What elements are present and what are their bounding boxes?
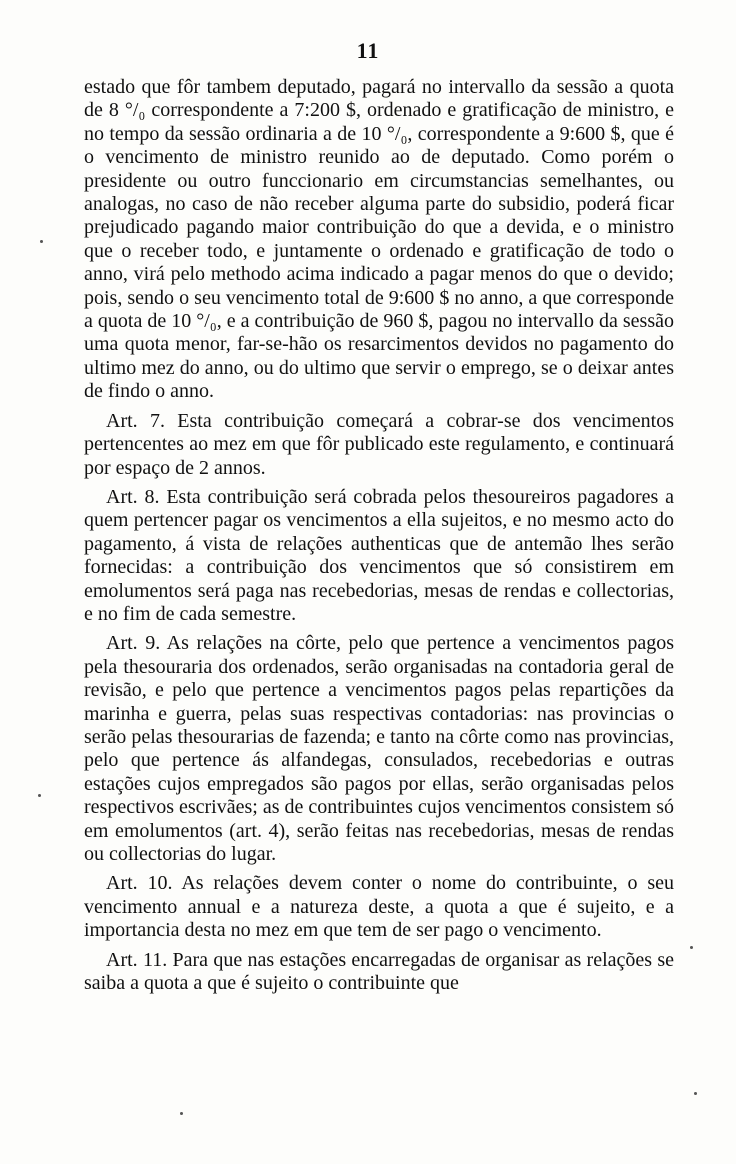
article-10: Art. 10. As relações devem conter o nome do contribuinte, o seu vencimento annual e a natureza deste, a quota a que é sujeito, e a importancia desta no mez em que tem de ser pago o vencimento. (84, 872, 674, 942)
print-speck (694, 1092, 697, 1095)
article-11: Art. 11. Para que nas estações encarregadas de organisar as relações se saiba a quota a que é sujeito o contribuinte que (84, 948, 674, 995)
print-speck (38, 794, 41, 797)
print-speck (180, 1112, 183, 1115)
print-speck (40, 240, 43, 243)
paragraph-continuation: estado que fôr tambem deputado, pagará no intervallo da sessão a quota de 8 °/₀ correspondente a 7:200 $, ordenado e gratificação de ministro, e no tempo da sessão ordinaria a de 10 °/₀, correspondente a 9:600 $, que é o vencimento de ministro reunido ao de deputado. Como porém o presidente ou outro funccionario em circumstancias semelhantes, ou analogas, no caso de não receber alguma parte do subsidio, poderá ficar prejudicado pagando maior contribuição do que a devida, e o ministro que o receber todo, e juntamente o ordenado e gratificação de todo o anno, virá pelo methodo acima indicado a pagar menos do que o devido; pois, sendo o seu vencimento total de 9:600 $ no anno, a que corresponde a quota de 10 °/₀, e a contribuição de 960 $, pagou no intervallo da sessão uma quota menor, far-se-hão os resarcimentos devidos no pagamento do ultimo mez do anno, ou do ultimo que servir o emprego, se o deixar antes de findo o anno. (84, 76, 674, 403)
body-text (84, 76, 674, 995)
article-7: Art. 7. Esta contribuição começará a cobrar-se dos vencimentos pertencentes ao mez em que fôr publicado este regulamento, e continuará por espaço de 2 annos. (84, 409, 674, 479)
page-number: 11 (356, 38, 380, 63)
print-speck (690, 946, 693, 949)
article-9: Art. 9. As relações na côrte, pelo que pertence a vencimentos pagos pela thesouraria dos ordenados, serão organisadas na contadoria geral de revisão, e pelo que pertence a vencimentos pagos pelas repartições da marinha e guerra, pelas suas respectivas contadorias: nas provincias o serão pelas thesourarias de fazenda; e tanto na côrte como nas provincias, pelo que pertence ás alfandegas, consulados, recebedorias e outras estações cujos empregados são pagos por ellas, serão organisadas pelos respectivos escrivães; as de contribuintes cujos vencimentos consistem só em emolumentos (art. 4), serão feitas nas recebedorias, mesas de rendas ou collectorias do lugar. (84, 632, 674, 865)
article-8: Art. 8. Esta contribuição será cobrada pelos thesoureiros pagadores a quem pertencer pagar os vencimentos a ella sujeitos, e no mesmo acto do pagamento, á vista de relações authenticas que de antemão lhes serão fornecidas: a contribuição dos vencimentos que só consistirem em emolumentos será paga nas recebedorias, mesas de rendas e collectorias, e no fim de cada semestre. (84, 485, 674, 625)
